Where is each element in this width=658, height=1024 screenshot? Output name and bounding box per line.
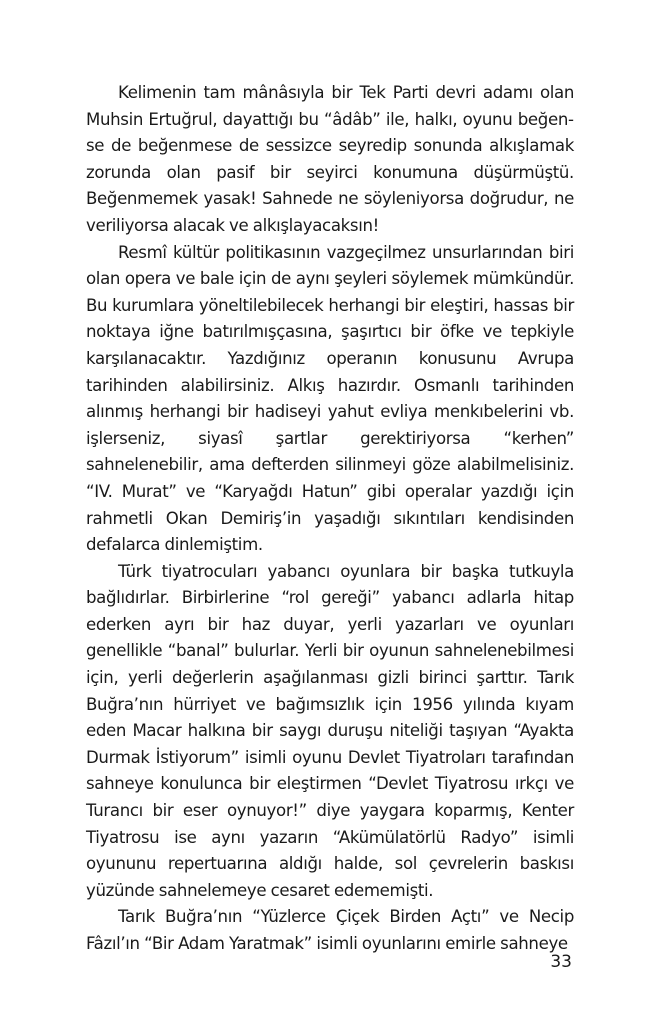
paragraph-2: Resmî kültür politikasının vazgeçilmez unsurlarından biri olan opera ve bale için de aynı şeyleri söylemek mümkündür. Bu kurumlara yöneltilebilecek herhangi bir eleştiri, hassas bir noktaya iğne batırılmışçasına, şaşırtıcı bir öfke ve tepkiyle karşılanacaktır. Yazdığınız operanın konusunu Avrupa tarihinden alabilirsiniz. Alkış hazırdır. Osmanlı tarihinden alınmış herhangi bir hadiseyi yahut evliya menkıbelerini vb. işlerseniz, siyasî şartlar gerektiriyorsa “kerhen” sahnelenebilir, ama defterden silinmeyi göze alabilmelisiniz. “IV. Murat” ve “Karyağdı Hatun” gibi operalar yazdığı için rahmetli Okan Demiriş’in yaşadığı sıkıntıları kendisinden defalarca dinlemiştim. [86,242,574,555]
page-body [86,80,574,958]
paragraph-3: Türk tiyatrocuları yabancı oyunlara bir başka tutkuyla bağlıdırlar. Birbirlerine “rol gereği” yabancı adlarla hitap ederken ayrı bir haz duyar, yerli yazarları ve oyunları genellikle “banal” bulurlar. Yerli bir oyunun sahnelenebilmesi için, yerli değerlerin aşağılanması gizli birinci şarttır. Tarık Buğra’nın hürriyet ve bağımsızlık için 1956 yılında kıyam eden Macar halkına bir saygı duruşu niteliği taşıyan “Ayakta Durmak İstiyorum” isimli oyunu Devlet Tiyatroları tarafından sahneye konulunca bir eleştirmen “Devlet Tiyatrosu ırkçı ve Turancı bir eser oynuyor!” diye yaygara koparmış, Kenter Tiyatrosu ise aynı yazarın “Akümülatörlü Radyo” isimli oyununu repertuarına aldığı halde, sol çevrelerin baskısı yüzünde sahnelemeye cesaret edememişti. [86,561,574,900]
paragraph-4: Tarık Buğra’nın “Yüzlerce Çiçek Birden Açtı” ve Necip Fâzıl’ın “Bir Adam Yaratmak” isimli oyunlarını emirle sahneye [86,907,574,953]
page-number: 33 [550,952,572,972]
paragraph-1: Kelimenin tam mânâsıyla bir Tek Parti devri adamı olan Muhsin Ertuğrul, dayattığı bu “âdâb” ile, halkı, oyunu beğense de beğenmese de sessizce seyredip sonunda alkışlamak zorunda olan pasif bir seyirci konumuna düşürmüştü. Beğenmemek yasak! Sahnede ne söyleniyorsa doğrudur, ne veriliyorsa alacak ve alkışlayacaksın! [86,83,574,235]
